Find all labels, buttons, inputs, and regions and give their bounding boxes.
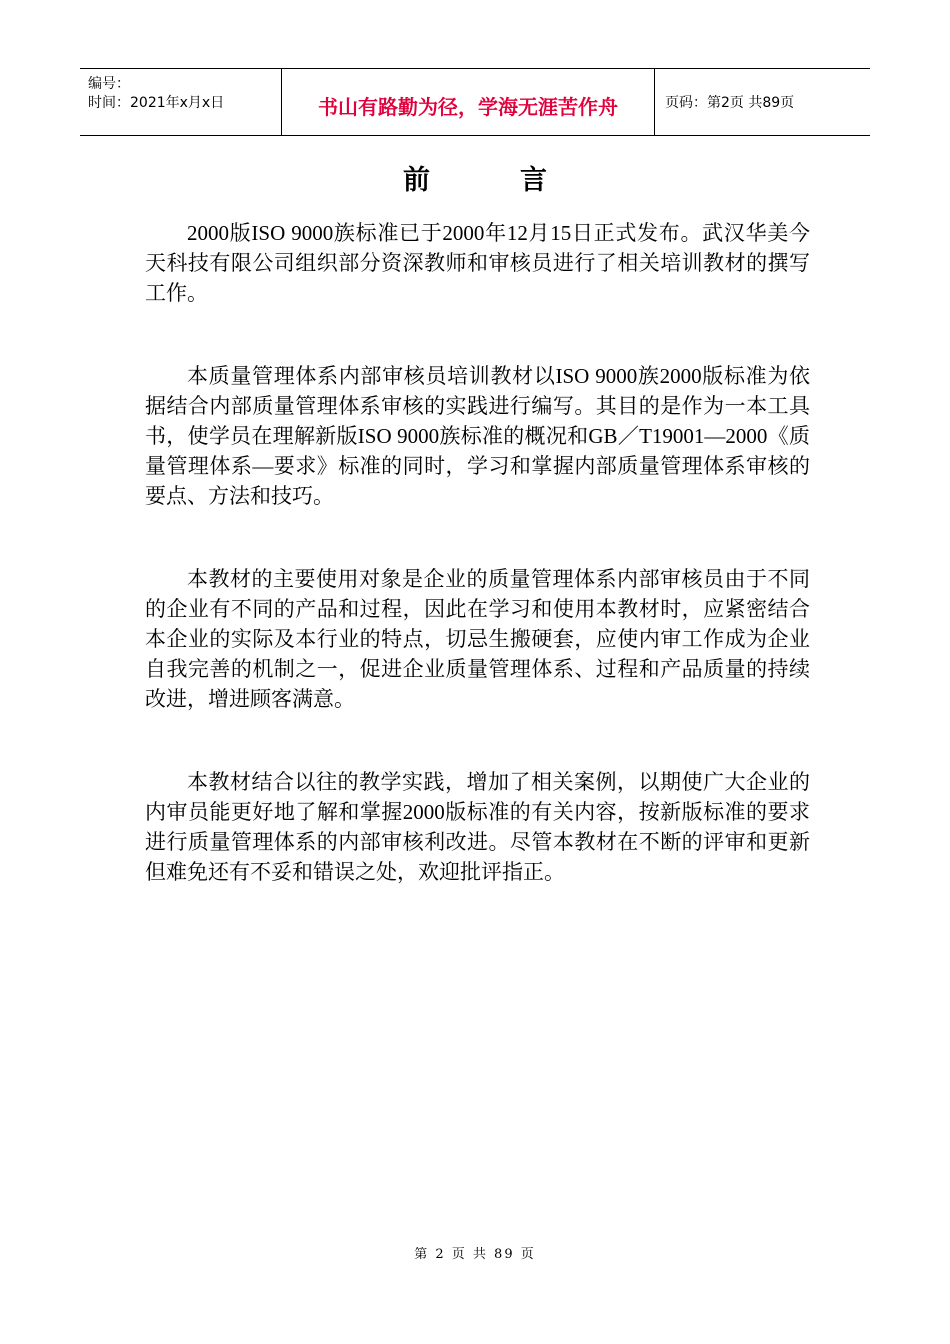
paragraph-4: 本教材结合以往的教学实践，增加了相关案例，以期使广大企业的内审员能更好地了解和掌握2000版标准的有关内容，按新版标准的要求进行质量管理体系的内部审核利改进。尽管本教材在不断的评审和更新但难免还有不妥和错误之处，欢迎批评指正。 bbox=[145, 770, 810, 884]
page-footer: 第 2 页 共 89 页 bbox=[414, 1247, 536, 1262]
header-motto: 书山有路勤为径，学海无涯苦作舟 bbox=[282, 69, 655, 135]
page-header bbox=[80, 68, 870, 136]
paragraph-1: 2000版ISO 9000族标准已于2000年12月15日正式发布。武汉华美今天科技有限公司组织部分资深教师和审核员进行了相关培训教材的撰写工作。 bbox=[145, 221, 810, 305]
header-meta bbox=[80, 69, 282, 135]
page-title: 前言 bbox=[403, 165, 637, 196]
paragraph-3: 本教材的主要使用对象是企业的质量管理体系内部审核员由于不同的企业有不同的产品和过程，因此在学习和使用本教材时，应紧密结合本企业的实际及本行业的特点，切忌生搬硬套，应使内审工作成为企业自我完善的机制之一，促进企业质量管理体系、过程和产品质量的持续改进，增进顾客满意。 bbox=[145, 567, 810, 711]
paragraph-2: 本质量管理体系内部审核员培训教材以ISO 9000族2000版标准为依据结合内部质量管理体系审核的实践进行编写。其目的是作为一本工具书，使学员在理解新版ISO 9000族标准的概况和GB／T19001—2000《质量管理体系—要求》标准的同时，学习和掌握内部质量管理体系审核的要点、方法和技巧。 bbox=[145, 364, 810, 508]
header-time-label: 时间：2021年x月x日 bbox=[88, 95, 225, 111]
header-page-info: 页码：第2页 共89页 bbox=[665, 95, 795, 111]
header-number-label: 编号： bbox=[88, 76, 130, 92]
document-body bbox=[145, 218, 810, 887]
